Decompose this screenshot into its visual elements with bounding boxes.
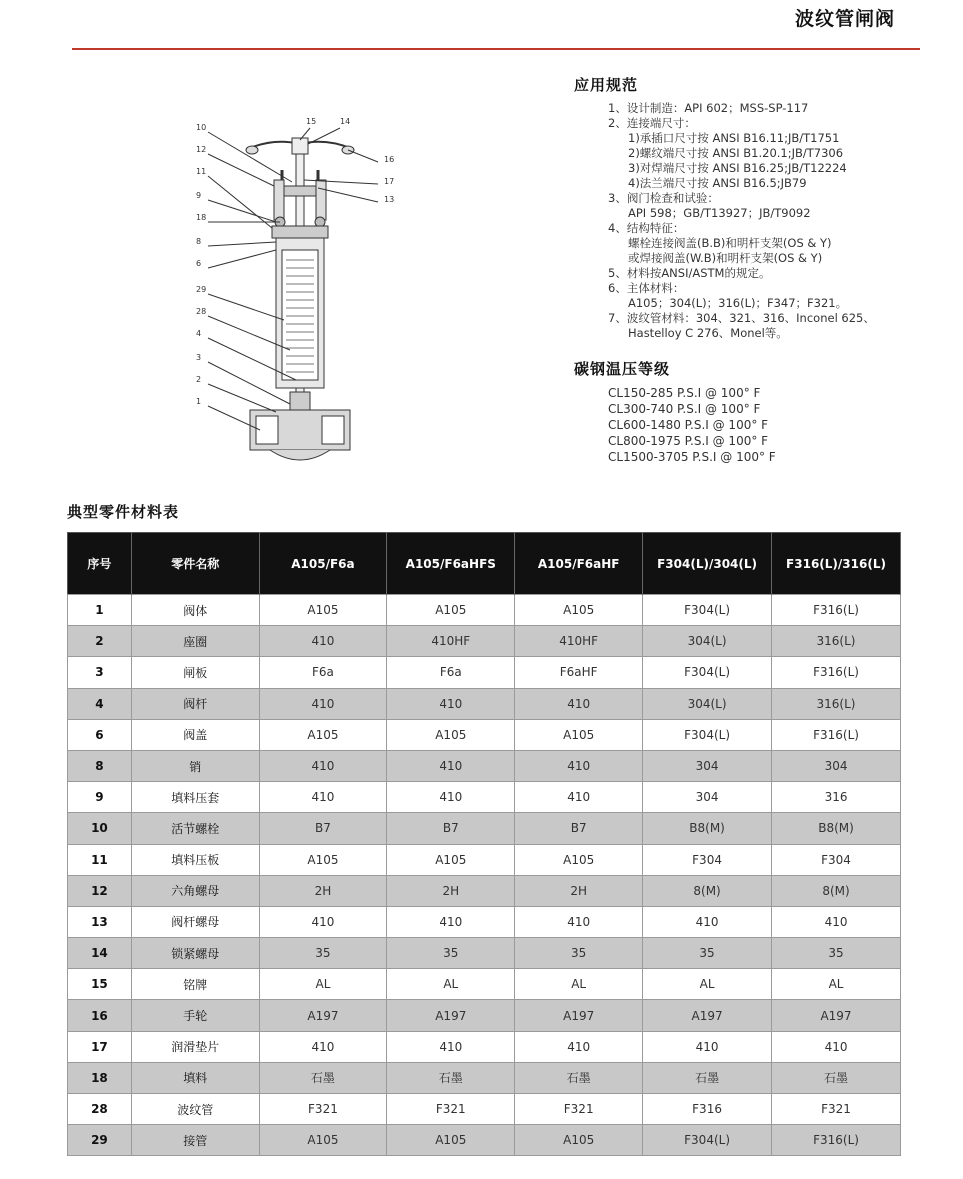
table-cell-material: A105 <box>259 844 387 875</box>
table-cell-part-name: 闸板 <box>131 657 259 688</box>
table-cell-material: 410 <box>515 750 643 781</box>
spec-line: 6、主体材料： <box>608 281 685 295</box>
spec-line: 2、连接端尺寸： <box>608 116 696 130</box>
table-cell-part-name: 锁紧螺母 <box>131 938 259 969</box>
application-specs <box>574 74 954 341</box>
table-cell-material: 410 <box>387 906 515 937</box>
table-cell-material: A197 <box>387 1000 515 1031</box>
header-material-4: F304(L)/304(L) <box>643 533 772 595</box>
header-material-1: A105/F6a <box>259 533 387 595</box>
table-cell-material: F6aHF <box>515 657 643 688</box>
table-cell-material: AL <box>643 969 772 1000</box>
table-cell-material: F304 <box>772 844 901 875</box>
table-cell-material: A105 <box>387 719 515 750</box>
table-cell-part-name: 活节螺栓 <box>131 813 259 844</box>
table-cell-material: 410 <box>643 1031 772 1062</box>
callout-4: 4 <box>196 329 202 338</box>
table-cell-material: A105 <box>259 595 387 626</box>
table-cell-material: 410 <box>772 1031 901 1062</box>
table-cell-material: 410 <box>387 1031 515 1062</box>
table-cell-part-name: 手轮 <box>131 1000 259 1031</box>
table-cell-no: 28 <box>68 1094 132 1125</box>
table-cell-no: 8 <box>68 750 132 781</box>
table-cell-material: 410 <box>259 1031 387 1062</box>
table-cell-material: 35 <box>259 938 387 969</box>
table-cell-material: F321 <box>387 1094 515 1125</box>
table-cell-material: 316(L) <box>772 688 901 719</box>
callout-16: 16 <box>384 155 395 164</box>
table-cell-material: B7 <box>387 813 515 844</box>
callout-12: 12 <box>196 145 207 154</box>
table-cell-material: F321 <box>772 1094 901 1125</box>
table-cell-material: F304(L) <box>643 595 772 626</box>
parts-material-table <box>67 532 901 1156</box>
table-cell-material: 316 <box>772 782 901 813</box>
table-cell-material: F321 <box>515 1094 643 1125</box>
callout-3: 3 <box>196 353 202 362</box>
table-cell-material: 2H <box>259 875 387 906</box>
table-cell-material: 410HF <box>387 626 515 657</box>
table-row <box>68 657 901 688</box>
table-cell-part-name: 阀盖 <box>131 719 259 750</box>
table-cell-material: B8(M) <box>643 813 772 844</box>
table-cell-no: 17 <box>68 1031 132 1062</box>
spec-line: 4)法兰端尺寸按 ANSI B16.5;JB79 <box>628 176 807 190</box>
callout-18: 18 <box>196 213 207 222</box>
pressure-line: CL300-740 P.S.I @ 100° F <box>608 402 761 416</box>
table-cell-material: F316(L) <box>772 657 901 688</box>
table-cell-material: 石墨 <box>387 1062 515 1093</box>
table-row <box>68 595 901 626</box>
callout-28: 28 <box>196 307 207 316</box>
callout-1: 1 <box>196 397 202 406</box>
spec-line: 或焊接阀盖(W.B)和明杆支架(OS & Y) <box>628 251 823 265</box>
spec-line: 7、波纹管材料：304、321、316、Inconel 625、 <box>608 311 875 325</box>
table-cell-material: 35 <box>515 938 643 969</box>
table-cell-material: 410 <box>259 782 387 813</box>
table-cell-material: F304(L) <box>643 1125 772 1156</box>
callout-9: 9 <box>196 191 202 200</box>
table-row <box>68 719 901 750</box>
table-row <box>68 875 901 906</box>
table-cell-part-name: 填料压套 <box>131 782 259 813</box>
table-cell-material: 304(L) <box>643 626 772 657</box>
table-row <box>68 626 901 657</box>
table-cell-material: F304(L) <box>643 657 772 688</box>
table-cell-no: 4 <box>68 688 132 719</box>
table-cell-material: A105 <box>515 719 643 750</box>
table-cell-no: 13 <box>68 906 132 937</box>
table-row <box>68 750 901 781</box>
table-cell-material: 石墨 <box>515 1062 643 1093</box>
table-cell-material: B7 <box>515 813 643 844</box>
table-cell-material: 410 <box>259 688 387 719</box>
table-cell-material: A105 <box>387 1125 515 1156</box>
table-cell-material: F6a <box>387 657 515 688</box>
pressure-heading: 碳钢温压等级 <box>574 360 671 378</box>
table-cell-part-name: 接管 <box>131 1125 259 1156</box>
table-cell-no: 10 <box>68 813 132 844</box>
application-heading: 应用规范 <box>574 76 639 94</box>
spec-line: 螺栓连接阀盖(B.B)和明杆支架(OS & Y) <box>628 236 832 250</box>
callout-2: 2 <box>196 375 202 384</box>
table-cell-part-name: 阀杆螺母 <box>131 906 259 937</box>
spec-line: 3、阀门检查和试验： <box>608 191 719 205</box>
table-row <box>68 1000 901 1031</box>
table-row <box>68 813 901 844</box>
table-cell-material: A197 <box>643 1000 772 1031</box>
table-cell-material: 8(M) <box>643 875 772 906</box>
table-row <box>68 1062 901 1093</box>
table-cell-material: A197 <box>259 1000 387 1031</box>
spec-line: A105；304(L)；316(L)；F347；F321。 <box>628 296 848 310</box>
callout-14: 14 <box>340 117 351 126</box>
table-cell-material: 410 <box>387 750 515 781</box>
table-cell-no: 6 <box>68 719 132 750</box>
table-cell-material: 304 <box>643 750 772 781</box>
table-header-row <box>68 533 901 595</box>
table-cell-part-name: 座圈 <box>131 626 259 657</box>
valve-diagram <box>180 110 420 470</box>
table-cell-material: 2H <box>387 875 515 906</box>
table-cell-material: 35 <box>643 938 772 969</box>
spec-line: 3)对焊端尺寸按 ANSI B16.25;JB/T12224 <box>628 161 847 175</box>
table-cell-material: A105 <box>387 844 515 875</box>
callout-15: 15 <box>306 117 317 126</box>
table-cell-material: A105 <box>515 1125 643 1156</box>
spec-line: 2)螺纹端尺寸按 ANSI B1.20.1;JB/T7306 <box>628 146 844 160</box>
table-cell-material: B7 <box>259 813 387 844</box>
spec-line: 1、设计制造：API 602；MSS-SP-117 <box>608 101 809 115</box>
spec-line: API 598；GB/T13927；JB/T9092 <box>628 206 811 220</box>
callout-6: 6 <box>196 259 202 268</box>
table-cell-part-name: 润滑垫片 <box>131 1031 259 1062</box>
spec-line: 5、材料按ANSI/ASTM的规定。 <box>608 266 771 280</box>
pressure-ratings <box>574 358 954 465</box>
table-cell-part-name: 阀体 <box>131 595 259 626</box>
table-cell-material: 410 <box>643 906 772 937</box>
callout-8: 8 <box>196 237 202 246</box>
table-row <box>68 906 901 937</box>
table-cell-material: 35 <box>772 938 901 969</box>
table-cell-material: AL <box>259 969 387 1000</box>
table-cell-material: F316(L) <box>772 595 901 626</box>
table-cell-material: 304 <box>772 750 901 781</box>
table-cell-material: 8(M) <box>772 875 901 906</box>
table-cell-material: AL <box>772 969 901 1000</box>
table-cell-material: AL <box>387 969 515 1000</box>
table-row <box>68 1094 901 1125</box>
header-material-2: A105/F6aHFS <box>387 533 515 595</box>
table-cell-material: F316 <box>643 1094 772 1125</box>
table-cell-material: F304 <box>643 844 772 875</box>
header-material-5: F316(L)/316(L) <box>772 533 901 595</box>
table-cell-no: 3 <box>68 657 132 688</box>
pressure-line: CL150-285 P.S.I @ 100° F <box>608 386 761 400</box>
title-divider <box>72 48 920 50</box>
header-part-name: 零件名称 <box>131 533 259 595</box>
table-cell-material: A105 <box>515 844 643 875</box>
table-cell-material: 304 <box>643 782 772 813</box>
table-cell-material: F316(L) <box>772 1125 901 1156</box>
table-row <box>68 782 901 813</box>
spec-line: 4、结构特征： <box>608 221 685 235</box>
table-row <box>68 688 901 719</box>
callout-10: 10 <box>196 123 207 132</box>
table-cell-material: 410 <box>772 906 901 937</box>
table-cell-material: A105 <box>259 719 387 750</box>
pressure-line: CL1500-3705 P.S.I @ 100° F <box>608 450 776 464</box>
table-cell-material: A197 <box>515 1000 643 1031</box>
table-cell-material: 410 <box>259 750 387 781</box>
header-material-3: A105/F6aHF <box>515 533 643 595</box>
table-cell-material: 410 <box>515 1031 643 1062</box>
pressure-line: CL600-1480 P.S.I @ 100° F <box>608 418 769 432</box>
table-cell-no: 2 <box>68 626 132 657</box>
table-cell-no: 9 <box>68 782 132 813</box>
table-row <box>68 844 901 875</box>
header-no: 序号 <box>68 533 132 595</box>
table-cell-no: 15 <box>68 969 132 1000</box>
page-title: 波纹管闸阀 <box>794 8 895 30</box>
table-cell-material: B8(M) <box>772 813 901 844</box>
table-cell-material: 410 <box>515 782 643 813</box>
table-cell-material: 410 <box>387 782 515 813</box>
table-cell-material: F321 <box>259 1094 387 1125</box>
table-cell-material: 410 <box>515 688 643 719</box>
table-cell-no: 12 <box>68 875 132 906</box>
table-cell-material: F304(L) <box>643 719 772 750</box>
table-cell-material: 35 <box>387 938 515 969</box>
table-row <box>68 1031 901 1062</box>
callout-17: 17 <box>384 177 395 186</box>
table-cell-material: F316(L) <box>772 719 901 750</box>
table-cell-material: 410 <box>387 688 515 719</box>
table-cell-material: 石墨 <box>259 1062 387 1093</box>
table-cell-material: 石墨 <box>772 1062 901 1093</box>
table-cell-material: 410 <box>259 626 387 657</box>
table-cell-material: 石墨 <box>643 1062 772 1093</box>
table-cell-part-name: 六角螺母 <box>131 875 259 906</box>
table-body <box>68 595 901 1156</box>
table-cell-material: F6a <box>259 657 387 688</box>
spec-line: 1)承插口尺寸按 ANSI B16.11;JB/T1751 <box>628 131 840 145</box>
table-cell-material: 410HF <box>515 626 643 657</box>
table-cell-part-name: 填料 <box>131 1062 259 1093</box>
table-cell-no: 11 <box>68 844 132 875</box>
table-cell-no: 16 <box>68 1000 132 1031</box>
table-cell-no: 1 <box>68 595 132 626</box>
table-row <box>68 1125 901 1156</box>
table-cell-material: 316(L) <box>772 626 901 657</box>
table-cell-material: AL <box>515 969 643 1000</box>
table-row <box>68 969 901 1000</box>
table-cell-material: A105 <box>387 595 515 626</box>
table-cell-material: A197 <box>772 1000 901 1031</box>
table-cell-part-name: 阀杆 <box>131 688 259 719</box>
table-cell-part-name: 填料压板 <box>131 844 259 875</box>
table-cell-no: 29 <box>68 1125 132 1156</box>
table-cell-part-name: 波纹管 <box>131 1094 259 1125</box>
table-cell-material: 2H <box>515 875 643 906</box>
table-cell-material: 304(L) <box>643 688 772 719</box>
table-cell-part-name: 铭牌 <box>131 969 259 1000</box>
table-cell-no: 18 <box>68 1062 132 1093</box>
table-cell-material: A105 <box>515 595 643 626</box>
callout-13: 13 <box>384 195 395 204</box>
table-cell-material: A105 <box>259 1125 387 1156</box>
spec-line: Hastelloy C 276、Monel等。 <box>628 326 788 340</box>
callout-29: 29 <box>196 285 207 294</box>
table-row <box>68 938 901 969</box>
table-cell-no: 14 <box>68 938 132 969</box>
callout-11: 11 <box>196 167 207 176</box>
table-cell-material: 410 <box>515 906 643 937</box>
pressure-line: CL800-1975 P.S.I @ 100° F <box>608 434 769 448</box>
table-cell-material: 410 <box>259 906 387 937</box>
table-cell-part-name: 销 <box>131 750 259 781</box>
table-title: 典型零件材料表 <box>67 503 180 521</box>
